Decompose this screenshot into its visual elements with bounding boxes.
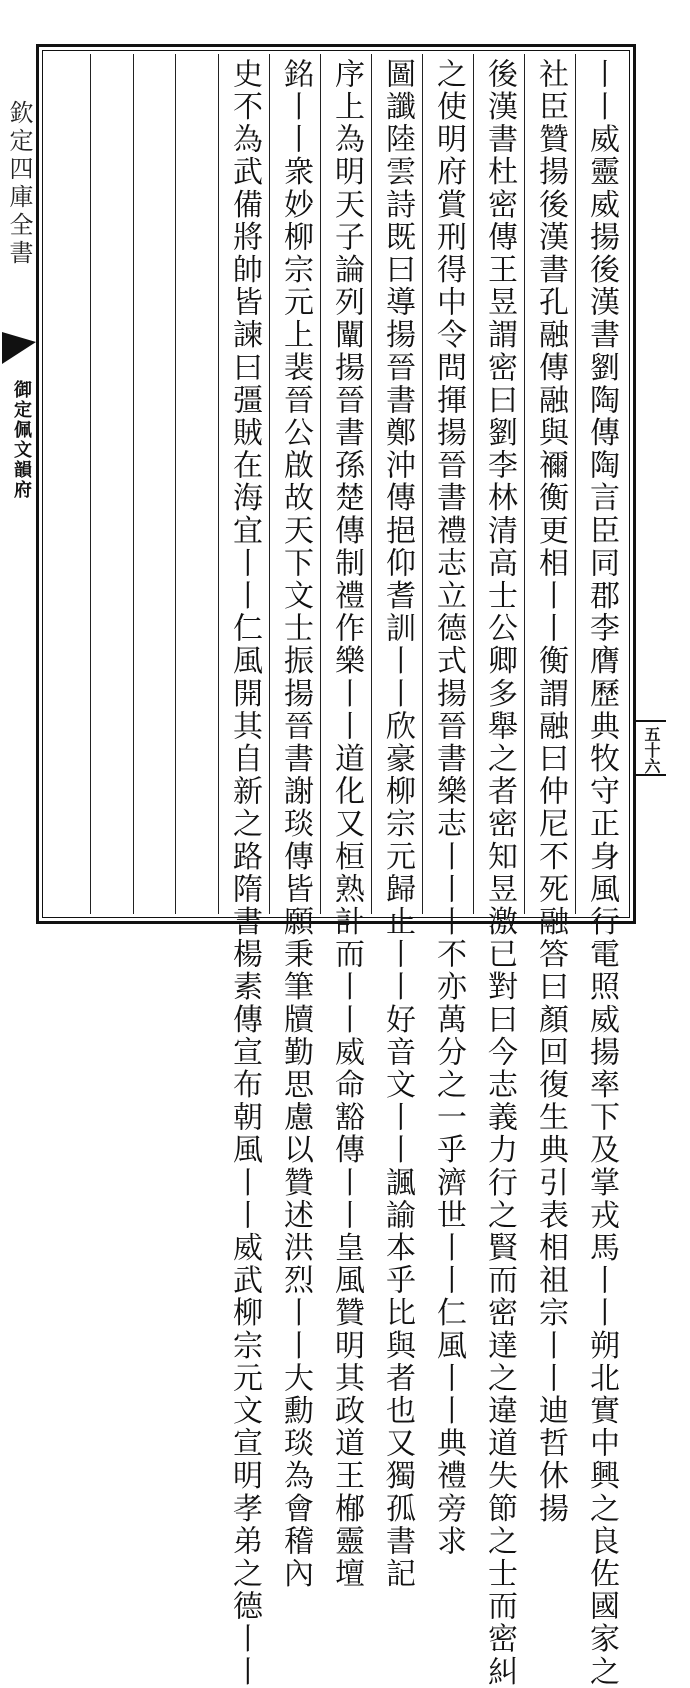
- text-column: [422, 54, 473, 1558]
- text-column: [371, 54, 422, 1591]
- page-margin: [0, 44, 36, 924]
- text-column: [524, 54, 575, 1525]
- book-title: 御定佩文韻府: [11, 380, 32, 500]
- text-columns: [48, 54, 626, 1688]
- text-column: [175, 54, 218, 914]
- column-text: 史不為武備將帥皆諫曰彊賊在海宜丨丨仁風開其自新之路隋書楊素傳宣布朝風丨丨威武柳宗元文宣明孝弟之德丨丨: [227, 58, 262, 1688]
- text-column: [90, 54, 133, 914]
- column-text: 社臣贊揚後漢書孔融傳融與禰衡更相丨丨衡謂融曰仲尼不死融答曰顏回復生典引表相祖宗丨丨迪哲休揚: [533, 58, 568, 1525]
- text-column: [320, 54, 371, 1591]
- fish-tail-mark: [2, 332, 36, 364]
- column-text: 丨丨威靈威揚後漢書劉陶傳陶言臣同郡李膺歷典牧守正身風行電照威揚率下及掌戎馬丨丨朔北實中興之良佐國家之: [584, 58, 619, 1688]
- text-column: [133, 54, 176, 914]
- column-text: 圖讖陸雲詩既曰導揚晉書鄭沖傳挹仰耆訓丨丨欣豪柳宗元歸止丨丨好音文丨丨諷諭本乎比與者也又獨孤書記: [380, 58, 415, 1591]
- collection-title: 欽定四庫全書: [5, 100, 33, 268]
- page-number-rule-top: [636, 720, 666, 722]
- page-number-rule-bottom: [636, 774, 666, 776]
- text-column: [48, 54, 90, 914]
- text-column: [575, 54, 626, 1688]
- text-column: [473, 54, 524, 1688]
- page-number: 五十六: [642, 726, 661, 774]
- column-text: 銘丨丨衆妙柳宗元上裴晉公啟故天下文士振揚晉書謝琰傳皆願秉筆牘勤思慮以贊述洪烈丨丨大勳琰為會稽內: [278, 58, 313, 1591]
- column-text: 序上為明天子論列闡揚晉書孫楚傳制禮作樂丨丨道化又桓熟計而丨丨威命豁傳丨丨皇風贊明其政道王㮋靈壇: [329, 58, 364, 1591]
- column-text: 之使明府賞刑得中令問揮揚晉書禮志立德式揚晉書樂志丨丨丨不亦萬分之一乎濟世丨丨仁風丨丨典禮旁求: [431, 58, 466, 1558]
- text-column: [269, 54, 320, 1591]
- text-column: [218, 54, 269, 1688]
- column-text: 後漢書杜密傳王昱謂密曰劉李林清高士公卿多舉之者密知昱激已對曰今志義力行之賢而密達之違道失節之士而密糾: [482, 58, 517, 1688]
